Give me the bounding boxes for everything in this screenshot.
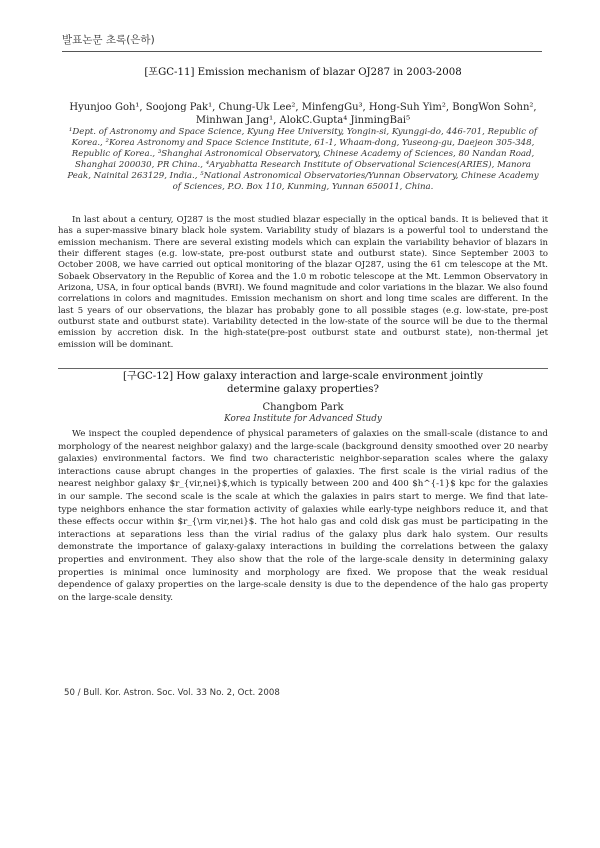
paper-2-affiliation: Korea Institute for Advanced Study	[224, 414, 382, 424]
paper-1-title: [포GC-11] Emission mechanism of blazar OJ287 in 2003-2008	[144, 67, 462, 78]
header-rule	[62, 51, 542, 52]
paper-1-abstract-block	[58, 215, 548, 351]
paper-1-authors: Hyunjoo Goh¹, Soojong Pak¹, Chung-Uk Lee², MinfengGu³, Hong-Suh Yim², BongWon Sohn², Minhwan Jang¹, AlokC.Gupta⁴ JinmingBai⁵	[69, 102, 537, 126]
paper-2-title-line-2: determine galaxy properties?	[227, 384, 379, 395]
paper-1	[58, 66, 548, 79]
paper-2-abstract-block	[58, 428, 548, 604]
page-footer: 50 / Bull. Kor. Astron. Soc. Vol. 33 No. 2, Oct. 2008	[64, 688, 280, 698]
paper-1-affiliations-block	[66, 127, 540, 193]
paper-2-abstract: We inspect the coupled dependence of physical parameters of galaxies on the small-scale (distance to and morphology of the nearest neighbor galaxy) and the large-scale (background density smoothed over 20 nearby galaxies) environmental factors. We find two characteristic neighbor-separation scales where the galaxy interactions cause abrupt changes in the properties of galaxies. The first scale is the virial radius of the nearest neighbor galaxy $r_{vir,nei}$,which is typically between 200 and 400 $h^{-1}$ kpc for the galaxies in our sample. The second scale is the scale at which the galaxies in pairs start to merge. We find that late-type neighbors enhance the star formation activity of galaxies while early-type neighbors reduce it, and that these effects occur within $r_{\rm vir,nei}$. The hot halo gas and cold disk gas must be participating in the interactions at separations less than the virial radius of the galaxy plus dark halo system. Our results demonstrate the importance of galaxy-galaxy interactions in building the correlations between the galaxy properties and environment. They also show that the role of the large-scale density in determining galaxy properties is minimal once luminosity and morphology are fixed. We propose that the weak residual dependence of galaxy properties on the large-scale density is due to the dependence of the halo gas property on the large-scale density.	[58, 429, 548, 603]
paper-1-authors-block	[68, 102, 538, 127]
page-header: 발표논문 초록(은하)	[62, 34, 155, 46]
paper-1-affiliations: ¹Dept. of Astronomy and Space Science, Kyung Hee University, Yongin-si, Kyunggi-do, 446-701, Republic of Korea., ²Korea Astronomy and Space Science Institute, 61-1, Whaam-dong, Yuseong-gu, Daejeon 305-348, Republic of Korea., ³Shanghai Astronomical Observatory, Chinese Academy of Sciences, 80 Nandan Road, Shanghai 200030, PR China., ⁴Aryabhatta Research Institute of Observational Sciences(ARIES), Manora Peak, Nainital 263129, India., ⁵National Astronomical Observatories/Yunnan Observatory, Chinese Academy of Sciences, P.O. Box 110, Kunming, Yunnan 650011, China.	[67, 127, 539, 192]
paper-2-author: Changbom Park	[262, 402, 344, 413]
paper-2-byline	[58, 402, 548, 425]
paper-1-abstract: In last about a century, OJ287 is the most studied blazar especially in the optical bands. It is believed that it has a super-massive binary black hole system. Variability study of blazars is a powerful tool to understand the emission mechanism. There are several existing models which can explain the variability behavior of blazars in their different stages (e.g. low-state, pre-post outburst state and outburst state). Since September 2003 to October 2008, we have carried out optical monitoring of the blazar OJ287, using the 61 cm telescope at the Mt. Sobaek Observatory in the Republic of Korea and the 1.0 m robotic telescope at the Mt. Lemmon Observatory in Arizona, USA, in four optical bands (BVRI). We found magnitude and color variations in the blazar. We also found correlations in colors and magnitudes. Emission mechanism on short and long time scales are different. In the last 5 years of our observations, the blazar has probably gone to all possible stages (e.g. low-state, pre-post outburst state and outburst state). Variability detected in the low-state of the source will be due to the thermal emission by accretion disk. In the high-state(pre-post outburst state and outburst state), non-thermal jet emission will be dominant.	[58, 215, 548, 350]
paper-2	[58, 370, 548, 396]
paper-2-title-line-1: [구GC-12] How galaxy interaction and large-scale environment jointly	[123, 371, 483, 382]
section-separator	[58, 368, 548, 369]
